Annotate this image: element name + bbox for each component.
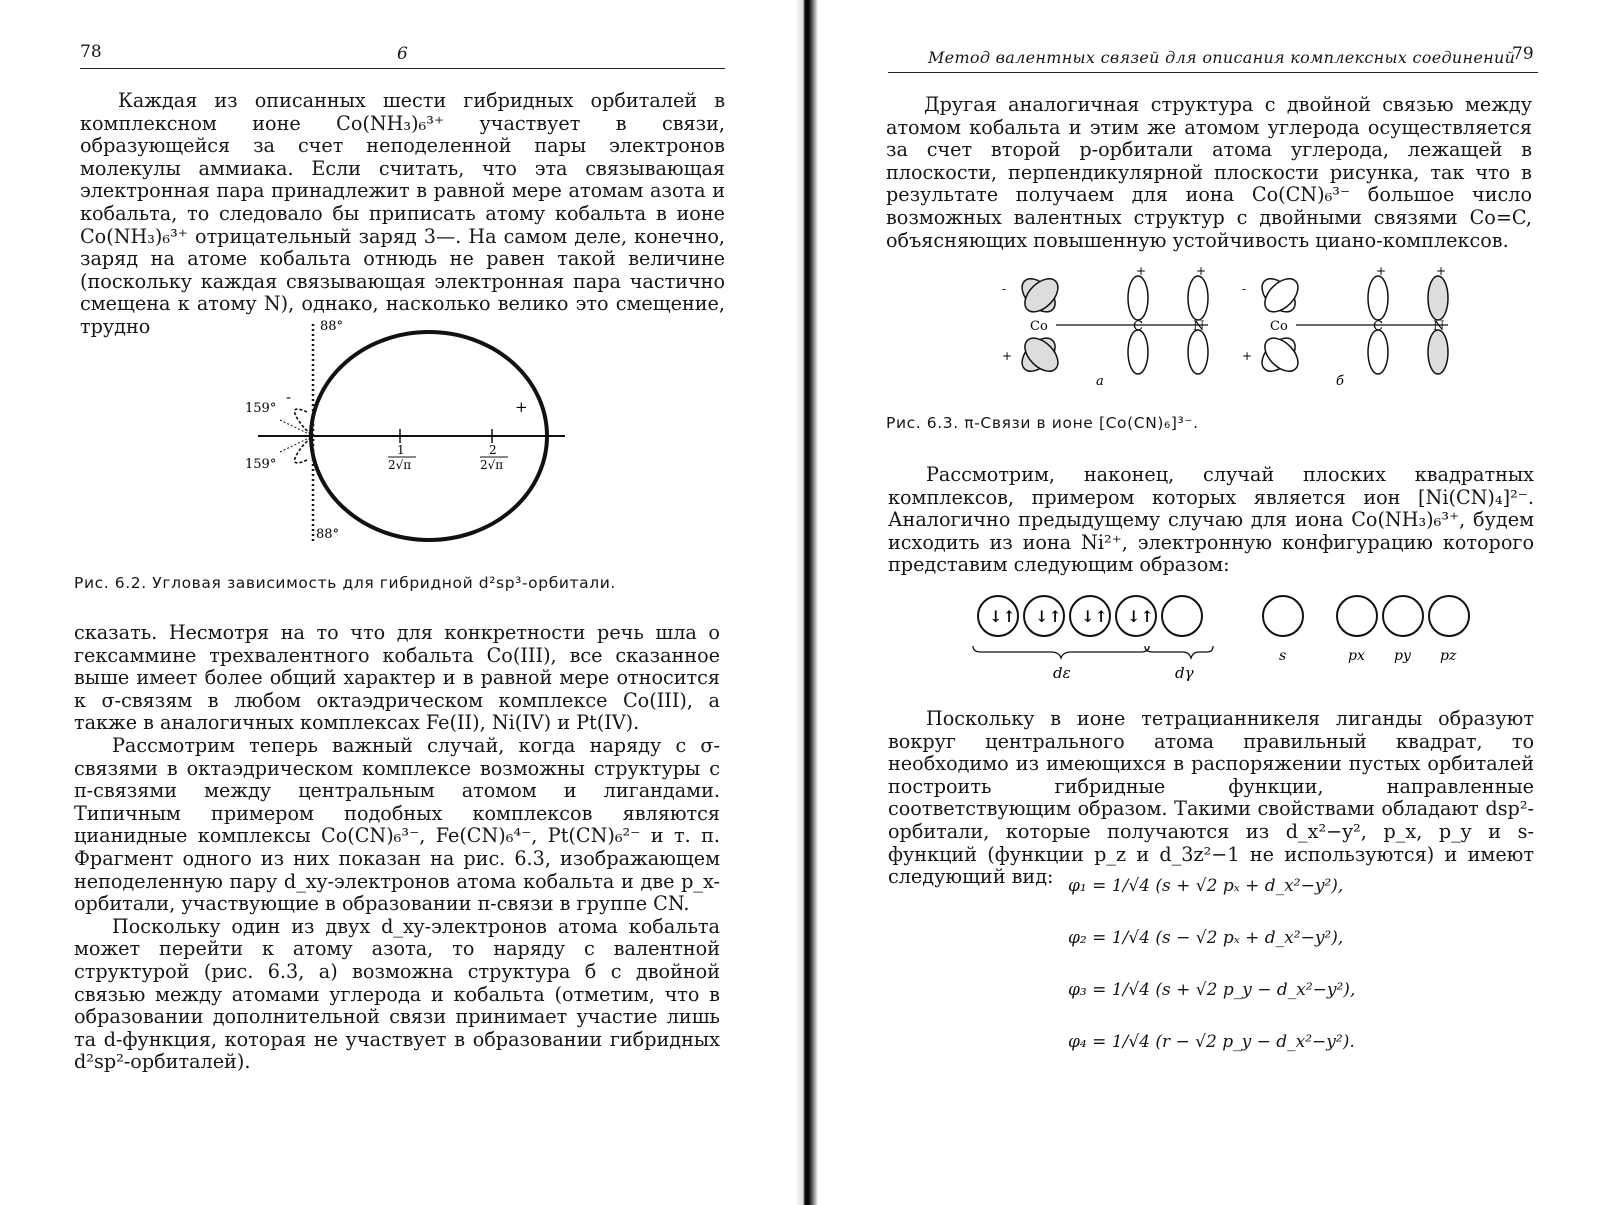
label-py: py — [1394, 648, 1411, 664]
tick-2-denominator: 2√π — [480, 458, 504, 472]
label-159-bottom: 159° — [245, 457, 277, 472]
equation-phi-2: φ₂ = 1/√4 (s − √2 pₓ + d_x²−y²), — [1068, 928, 1344, 948]
right-text-block-2 — [888, 464, 1534, 577]
label-dg: dγ — [1175, 664, 1194, 682]
label-de: dε — [1053, 664, 1071, 682]
structure-b — [1242, 265, 1448, 389]
n-p-lobe-bottom-b — [1428, 330, 1448, 374]
n-p-lobe-top-a — [1188, 276, 1208, 320]
label-88-top: 88° — [320, 319, 344, 334]
atom-c-b: C — [1373, 319, 1383, 334]
plus-n-b: + — [1436, 265, 1447, 278]
left-text-block-2 — [74, 622, 720, 1074]
left-page — [0, 0, 795, 1205]
left-paragraph-2: сказать. Несмотря на то что для конкретности речь шла о гексаммине трехвалентного кобальта Co(III), все сказанное выше имеет более общий характер и в равной мере относится к σ-связям в любом октаэдрическом комплексе Co(III), а также в аналогичных комплексах Fe(II), Ni(IV) и Pt(IV). — [74, 621, 720, 735]
orbital-s — [1263, 596, 1303, 636]
minus-co-a: - — [1002, 282, 1007, 296]
label-159-top: 159° — [245, 401, 277, 416]
c-p-lobe-top-b — [1368, 276, 1388, 320]
equation-phi-1: φ₁ = 1/√4 (s + √2 pₓ + d_x²−y²), — [1068, 876, 1344, 896]
n-p-lobe-top-b — [1428, 276, 1448, 320]
electron-pair-3: ↓↑ — [1081, 607, 1108, 626]
equation-phi-4: φ₄ = 1/√4 (r − √2 p_y − d_x²−y²). — [1068, 1032, 1355, 1052]
c-p-lobe-bottom-a — [1128, 330, 1148, 374]
caption-fig-6-3: Рис. 6.3. π-Связи в ионе [Co(CN)₆]³⁻. — [886, 414, 1199, 432]
filled-orbitals — [978, 596, 1202, 636]
atom-n-b: N — [1433, 319, 1445, 334]
header-rule-left — [80, 68, 725, 69]
figure-6-2 — [240, 312, 580, 560]
orbital-pz — [1429, 596, 1469, 636]
right-paragraph-2: Рассмотрим, наконец, случай плоских квадратных комплексов, примером которых является ион [Ni(CN)₄]²⁻. Аналогично предыдущему случаю для иона Co(NH₃)₆³⁺, будем исходить из иона Ni²⁺, электронную конфигурацию которого представим следующим образом: — [888, 463, 1534, 577]
caption-fig-6-2: Рис. 6.2. Угловая зависимость для гибридной d²sp³-орбитали. — [74, 574, 616, 592]
plus-sign: + — [515, 398, 528, 416]
plus-co-b: + — [1242, 349, 1253, 363]
c-p-lobe-bottom-b — [1368, 330, 1388, 374]
atom-c-a: C — [1133, 319, 1143, 334]
electron-pair-2: ↓↑ — [1035, 607, 1062, 626]
electron-pair-4: ↓↑ — [1127, 607, 1154, 626]
structure-a — [1002, 265, 1208, 389]
angle-line-159-bottom — [280, 436, 313, 452]
orbital-py — [1383, 596, 1423, 636]
right-text-block-3 — [888, 708, 1534, 889]
tick-1-numerator: 1 — [397, 443, 405, 457]
header-rule-right — [888, 72, 1538, 73]
ni-electron-configuration — [963, 588, 1503, 688]
label-b: б — [1336, 374, 1344, 389]
electron-pair-1: ↓↑ — [989, 607, 1016, 626]
left-text-block-1 — [80, 90, 725, 339]
brace-de — [973, 646, 1149, 658]
page-number-right: 79 — [1512, 44, 1534, 64]
equation-phi-3: φ₃ = 1/√4 (s + √2 p_y − d_x²−y²), — [1068, 980, 1356, 1000]
page-number-left: 78 — [80, 42, 102, 62]
right-paragraph-3: Поскольку в ионе тетрацианникеля лиганды образуют вокруг центрального атома правильный квадрат, то необходимо из имеющихся в распоряжении пустых орбиталей построить гибридные функции, направленные соответствующим образом. Такими свойствами обладают dsp²-орбитали, которые получаются из d_x²−y², p_x, p_y и s-функций (функции p_z и d_3z²−1 не используются) и имеют следующий вид: — [888, 707, 1534, 889]
right-text-block-1 — [886, 94, 1532, 252]
right-page — [818, 0, 1600, 1205]
right-paragraph-1: Другая аналогичная структура с двойной связью между атомом кобальта и этим же атомом углерода осуществляется за счет второй p-орбитали атома углерода, лежащей в плоскости, перпендикулярной плоскости рисунка, так что в результате получаем для иона Co(CN)₆³⁻ большое число возможных валентных структур с двойными связями Co=C, объясняющих повышенную устойчивость циано-комплексов. — [886, 93, 1532, 252]
c-p-lobe-top-a — [1128, 276, 1148, 320]
label-a: а — [1096, 374, 1104, 389]
tick-2-numerator: 2 — [489, 443, 497, 457]
angle-line-159-top — [280, 420, 313, 436]
label-pz: pz — [1440, 648, 1457, 664]
chapter-number: 6 — [397, 44, 408, 64]
brace-dg — [1145, 646, 1213, 658]
figure-6-3 — [998, 265, 1478, 390]
left-paragraph-4: Поскольку один из двух d_xy-электронов атома кобальта может перейти к атому азота, то наряду с валентной структурой (рис. 6.3, а) возможна структура б с двойной связью между атомами углерода и кобальта (отметим, что в образовании дополнительной связи принимает участие лишь та d-функция, которая не участвует в образовании гибридных d²sp²-орбиталей). — [74, 914, 720, 1074]
left-paragraph-1: Каждая из описанных шести гибридных орбиталей в комплексном ионе Co(NH₃)₆³⁺ участвует в связи, образующейся за счет неподеленной пары электронов молекулы аммиака. Если считать, что эта связывающая электронная пара принадлежит в равной мере атомам азота и кобальта, то следовало бы приписать атому кобальта в ионе Co(NH₃)₆³⁺ отрицательный заряд 3—. На самом деле, конечно, заряд на атоме кобальта отнюдь не равен такой величине (поскольку каждая связывающая электронная пара частично смещена к атому N), однако, насколько велико это смещение, трудно — [80, 89, 725, 338]
orbital-d5-empty — [1162, 596, 1202, 636]
n-p-lobe-bottom-a — [1188, 330, 1208, 374]
tick-1-denominator: 2√π — [388, 458, 412, 472]
atom-n-a: N — [1193, 319, 1205, 334]
book-spine — [795, 0, 818, 1205]
orbital-px — [1337, 596, 1377, 636]
left-paragraph-3: Рассмотрим теперь важный случай, когда наряду с σ-связями в октаэдрическом комплексе возможны структуры с π-связями между центральным атомом и лигандами. Типичным примером подобных комплексов являются цианидные комплексы Co(CN)₆³⁻, Fe(CN)₆⁴⁻, Pt(CN)₆²⁻ и т. п. Фрагмент одного из них показан на рис. 6.3, изображающем неподеленную пару d_xy-электронов атома кобальта и две p_x-орбитали, участвующие в образовании π-связи в группе CN. — [74, 733, 720, 916]
minus-sign: - — [286, 388, 292, 406]
plus-c-a: + — [1136, 265, 1147, 278]
label-88-bottom: 88° — [316, 527, 340, 542]
minus-co-b: - — [1242, 282, 1247, 296]
atom-co-b: Co — [1270, 319, 1288, 334]
plus-n-a: + — [1196, 265, 1207, 278]
plus-co-a: + — [1002, 349, 1013, 363]
atom-co-a: Co — [1030, 319, 1048, 334]
running-head: Метод валентных связей для описания комплексных соединений — [928, 48, 1516, 67]
plus-c-b: + — [1376, 265, 1387, 278]
label-px: px — [1348, 648, 1365, 664]
label-s: s — [1279, 648, 1287, 664]
